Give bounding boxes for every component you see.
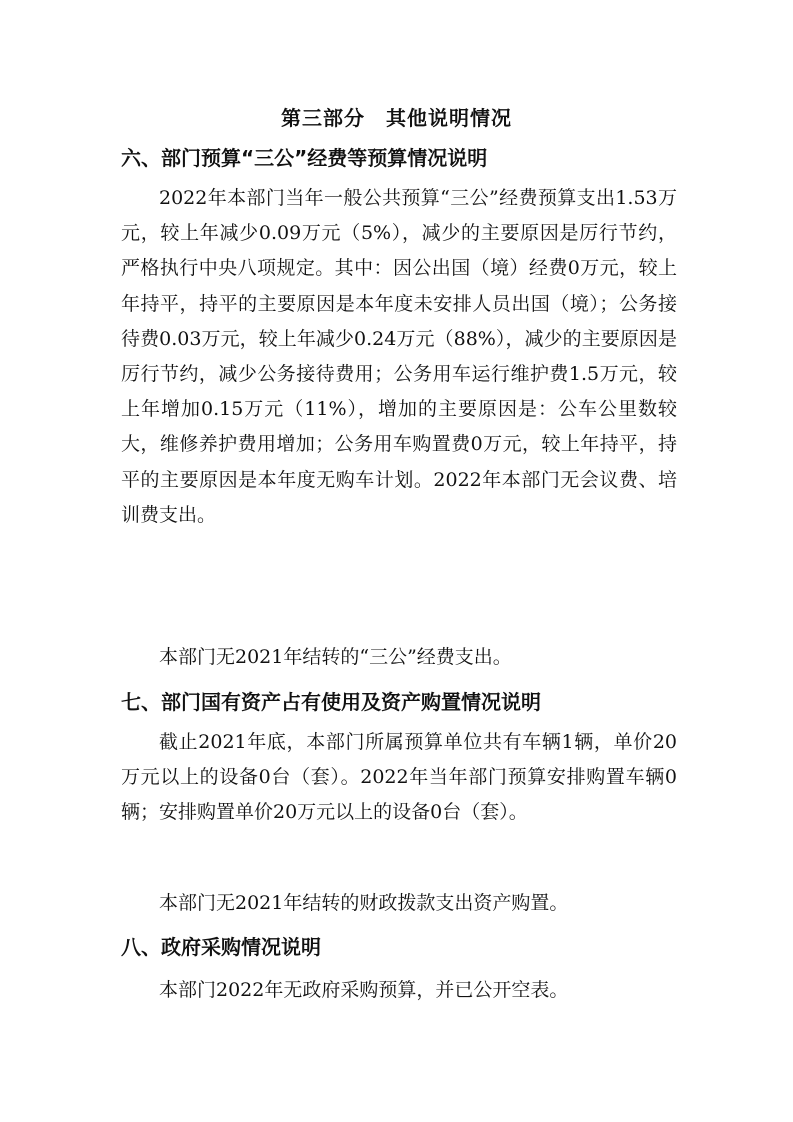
section-7-heading: 七、部门国有资产占有使用及资产购置情况说明 (121, 690, 541, 714)
section-6-paragraph-2: 本部门无2021年结转的“三公”经费支出。 (159, 646, 512, 668)
section-6-heading: 六、部门预算“三公”经费等预算情况说明 (121, 146, 488, 170)
page-title: 第三部分 其他说明情况 (281, 106, 512, 130)
section-7-paragraph-2: 本部门无2021年结转的财政拨款支出资产购置。 (159, 892, 569, 914)
section-8-heading: 八、政府采购情况说明 (121, 935, 321, 959)
section-7-paragraph-1: 截止2021年底，本部门所属预算单位共有车辆1辆，单价20万元以上的设备0台（套）。2022年当年部门预算安排购置车辆0辆；安排购置单价20万元以上的设备0台（套）。 (121, 731, 677, 824)
section-8-paragraph-1: 本部门2022年无政府采购预算，并已公开空表。 (159, 979, 569, 1001)
section-6-paragraph-1: 2022年本部门当年一般公共预算“三公”经费预算支出1.53万元，较上年减少0.09万元（5%），减少的主要原因是厉行节约，严格执行中央八项规定。其中：因公出国（境）经费0万元，较上年持平，持平的主要原因是本年度未安排人员出国（境）；公务接待费0.03万元，较上年减少0.24万元（88%），减少的主要原因是厉行节约，减少公务接待费用；公务用车运行维护费1.5万元，较上年增加0.15万元（11%），增加的主要原因是：公车公里数较大，维修养护费用增加；公务用车购置费0万元，较上年持平，持平的主要原因是本年度无购车计划。2022年本部门无会议费、培训费支出。 (121, 187, 677, 526)
